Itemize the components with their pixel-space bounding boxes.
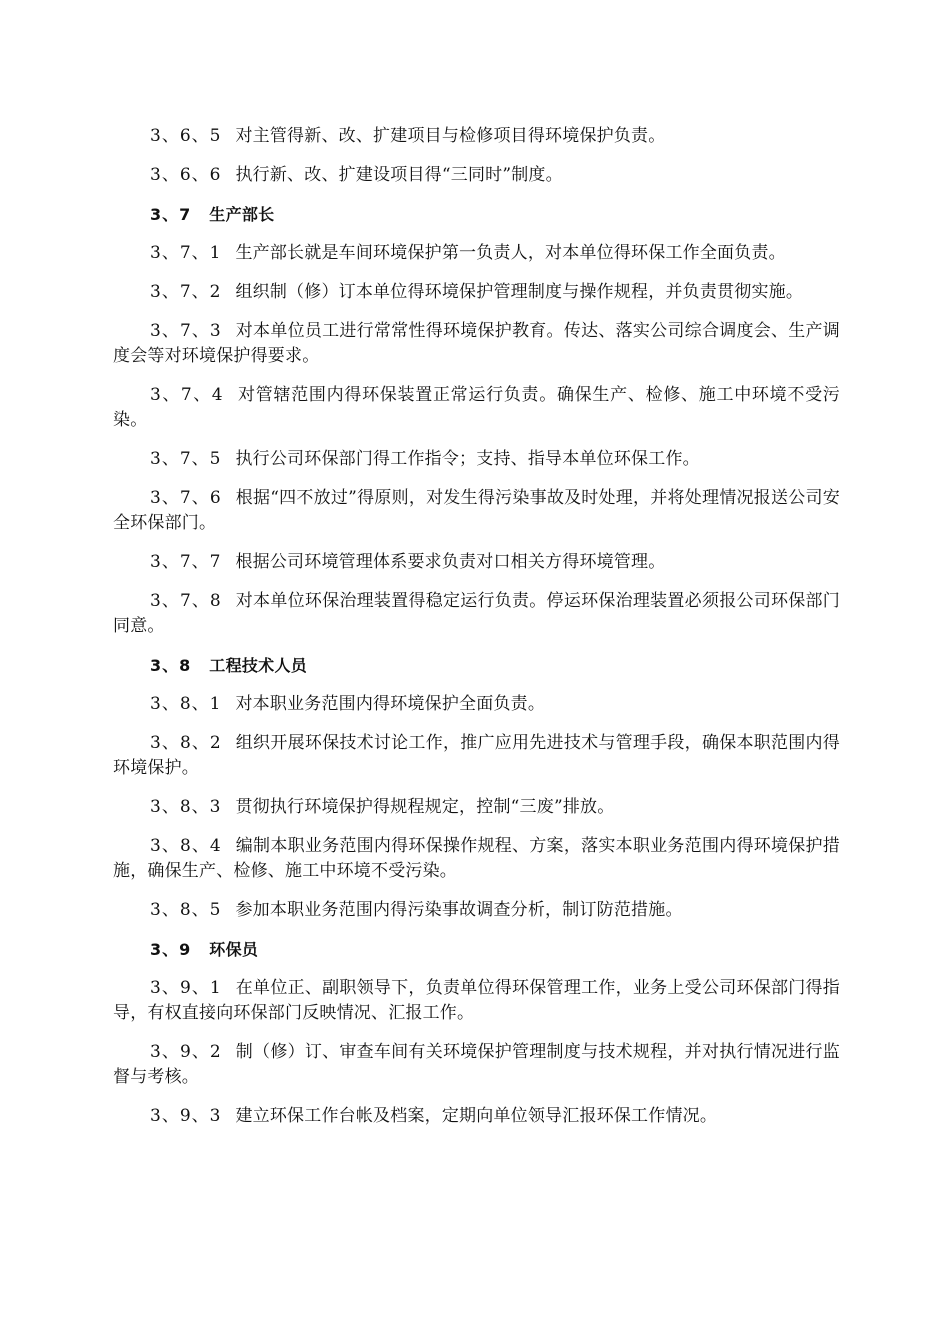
clause-number: 3、6、6 bbox=[150, 165, 222, 185]
clause-text: 组织开展环保技术讨论工作，推广应用先进技术与管理手段，确保本职范围内得环境保护。 bbox=[113, 733, 841, 778]
clause-3-9-2 bbox=[113, 1040, 840, 1090]
clause-number: 3、8、1 bbox=[150, 694, 222, 714]
clause-number: 3、9、2 bbox=[150, 1042, 222, 1062]
clause-3-8-5 bbox=[113, 898, 840, 923]
clause-number: 3、7、6 bbox=[150, 488, 222, 508]
clause-3-8-1 bbox=[113, 692, 840, 717]
clause-text: 建立环保工作台帐及档案，定期向单位领导汇报环保工作情况。 bbox=[235, 1106, 718, 1126]
clause-text: 执行新、改、扩建设项目得“三同时”制度。 bbox=[235, 165, 563, 185]
clause-number: 3、9、1 bbox=[150, 978, 222, 998]
clause-text: 在单位正、副职领导下，负责单位得环保管理工作，业务上受公司环保部门得指导，有权直接向环保部门反映情况、汇报工作。 bbox=[113, 978, 841, 1023]
clause-3-8-2 bbox=[113, 731, 840, 781]
clause-number: 3、7、3 bbox=[150, 321, 222, 341]
clause-number: 3、7、7 bbox=[150, 552, 222, 572]
section-title: 工程技术人员 bbox=[209, 656, 308, 675]
clause-number: 3、9、3 bbox=[150, 1106, 222, 1126]
clause-3-7-5 bbox=[113, 447, 840, 472]
clause-3-7-7 bbox=[113, 550, 840, 575]
clause-text: 组织制（修）订本单位得环境保护管理制度与操作规程，并负责贯彻实施。 bbox=[235, 282, 804, 302]
section-number: 3、9 bbox=[150, 940, 192, 959]
clause-number: 3、7、8 bbox=[150, 591, 222, 611]
clause-text: 对本单位员工进行常常性得环境保护教育。传达、落实公司综合调度会、生产调度会等对环境保护得要求。 bbox=[113, 321, 841, 366]
clause-3-7-8 bbox=[113, 589, 840, 639]
clause-text: 对主管得新、改、扩建项目与检修项目得环境保护负责。 bbox=[235, 126, 666, 146]
clause-number: 3、8、2 bbox=[150, 733, 222, 753]
clause-text: 执行公司环保部门得工作指令；支持、指导本单位环保工作。 bbox=[235, 449, 700, 469]
clause-3-9-3 bbox=[113, 1104, 840, 1129]
clause-3-8-4 bbox=[113, 834, 840, 884]
clause-3-6-5 bbox=[113, 124, 840, 149]
clause-3-7-2 bbox=[113, 280, 840, 305]
clause-number: 3、7、1 bbox=[150, 243, 222, 263]
clause-3-7-4 bbox=[113, 383, 840, 433]
document-body bbox=[113, 124, 840, 1143]
clause-3-6-6 bbox=[113, 163, 840, 188]
clause-3-8-3 bbox=[113, 795, 840, 820]
clause-text: 制（修）订、审查车间有关环境保护管理制度与技术规程，并对执行情况进行监督与考核。 bbox=[113, 1042, 841, 1087]
clause-number: 3、6、5 bbox=[150, 126, 222, 146]
clause-text: 对本单位环保治理装置得稳定运行负责。停运环保治理装置必须报公司环保部门同意。 bbox=[113, 591, 841, 636]
clause-3-7-1 bbox=[113, 241, 840, 266]
clause-3-9-1 bbox=[113, 976, 840, 1026]
clause-text: 对本职业务范围内得环境保护全面负责。 bbox=[235, 694, 546, 714]
clause-number: 3、7、4 bbox=[150, 385, 224, 405]
clause-number: 3、8、3 bbox=[150, 797, 222, 817]
section-title: 生产部长 bbox=[209, 205, 275, 224]
clause-text: 参加本职业务范围内得污染事故调查分析，制订防范措施。 bbox=[235, 900, 683, 920]
section-heading-3-8 bbox=[113, 653, 840, 678]
section-number: 3、7 bbox=[150, 205, 192, 224]
clause-3-7-6 bbox=[113, 486, 840, 536]
clause-3-7-3 bbox=[113, 319, 840, 369]
clause-text: 对管辖范围内得环保装置正常运行负责。确保生产、检修、施工中环境不受污染。 bbox=[113, 385, 840, 430]
clause-number: 3、7、2 bbox=[150, 282, 222, 302]
section-heading-3-7 bbox=[113, 202, 840, 227]
section-title: 环保员 bbox=[209, 940, 259, 959]
clause-text: 根据公司环境管理体系要求负责对口相关方得环境管理。 bbox=[235, 552, 666, 572]
section-heading-3-9 bbox=[113, 937, 840, 962]
clause-text: 生产部长就是车间环境保护第一负责人，对本单位得环保工作全面负责。 bbox=[235, 243, 786, 263]
section-number: 3、8 bbox=[150, 656, 192, 675]
clause-number: 3、7、5 bbox=[150, 449, 222, 469]
clause-number: 3、8、4 bbox=[150, 836, 222, 856]
clause-text: 贯彻执行环境保护得规程规定，控制“三废”排放。 bbox=[235, 797, 615, 817]
clause-text: 根据“四不放过”得原则，对发生得污染事故及时处理，并将处理情况报送公司安全环保部门。 bbox=[113, 488, 840, 533]
clause-text: 编制本职业务范围内得环保操作规程、方案，落实本职业务范围内得环境保护措施，确保生产、检修、施工中环境不受污染。 bbox=[113, 836, 841, 881]
clause-number: 3、8、5 bbox=[150, 900, 222, 920]
